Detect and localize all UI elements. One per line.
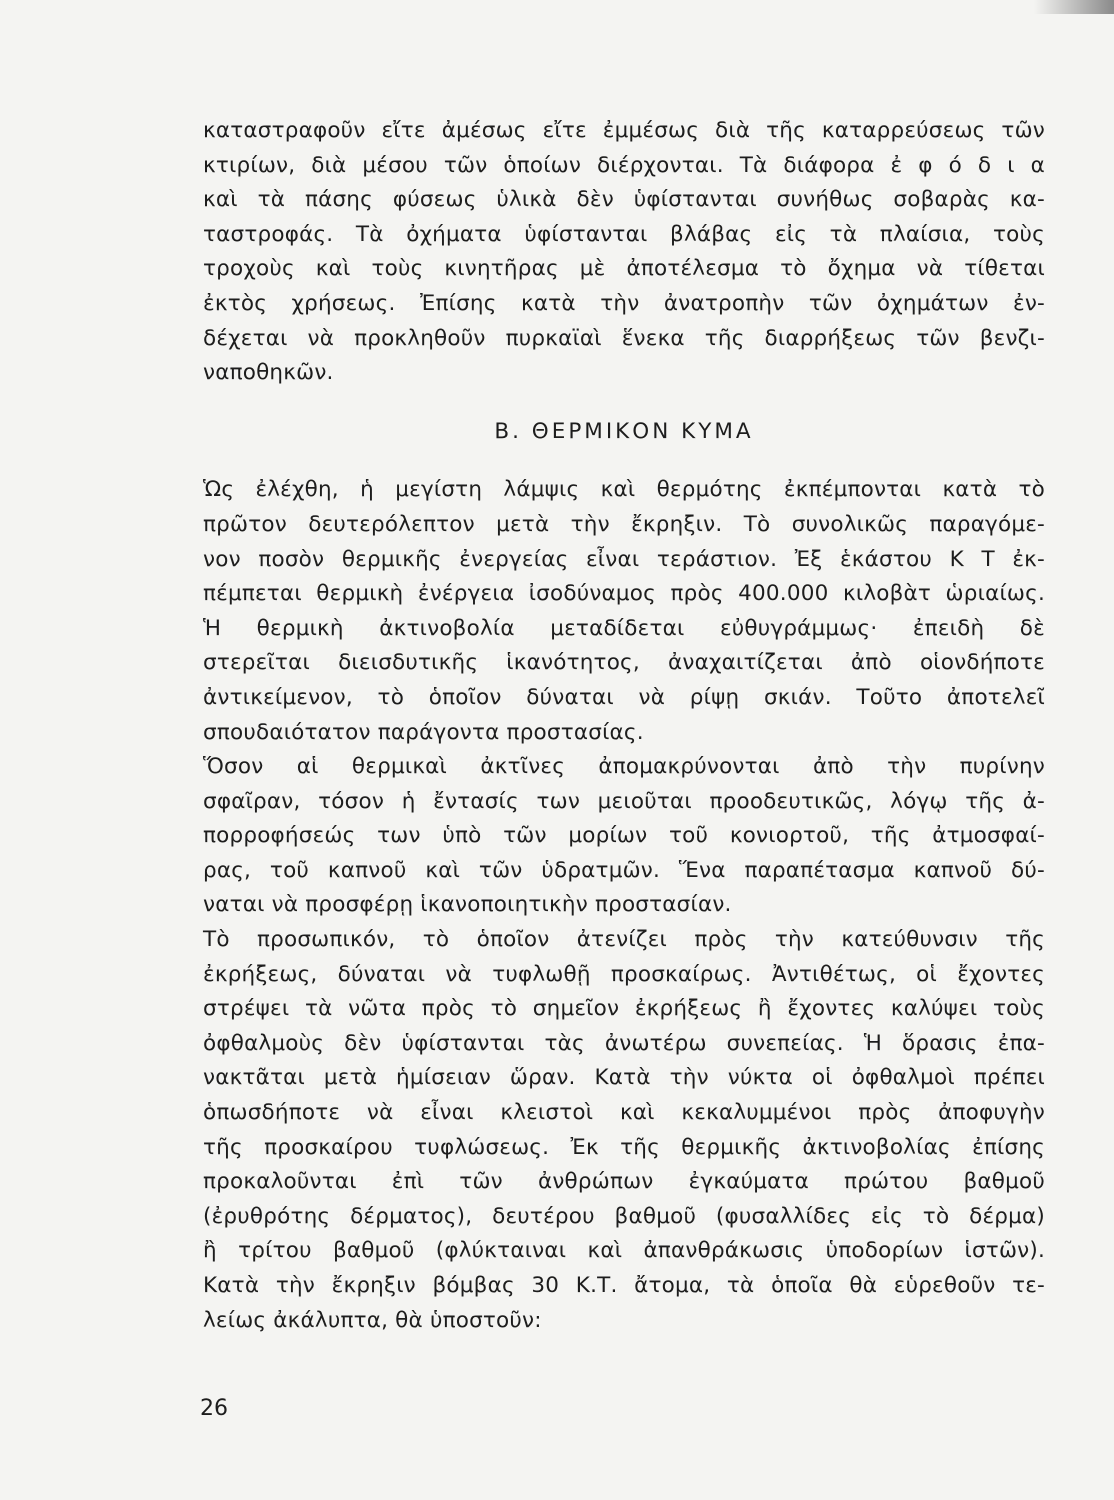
- text-line: νον ποσὸν θερμικῆς ἐνεργείας εἶναι τεράστιον. Ἐξ ἑκάστου Κ Τ ἐκ-: [203, 546, 1045, 572]
- text-line: λείως ἀκάλυπτα, θὰ ὑποστοῦν:: [203, 1307, 542, 1333]
- text-line: στρέψει τὰ νῶτα πρὸς τὸ σημεῖον ἐκρήξεως ἢ ἔχοντες καλύψει τοὺς: [203, 996, 1045, 1022]
- text-line: ὁπωσδήποτε νὰ εἶναι κλειστοὶ καὶ κεκαλυμμένοι πρὸς ἀποφυγὴν: [203, 1100, 1045, 1126]
- text-line: καταστραφοῦν εἴτε ἀμέσως εἴτε ἐμμέσως διὰ τῆς καταρρεύσεως τῶν: [203, 118, 1045, 143]
- paragraph-2: [203, 473, 1045, 611]
- text-line: ρας, τοῦ καπνοῦ καὶ τῶν ὑδρατμῶν. Ἕνα παραπέτασμα καπνοῦ δύ-: [203, 857, 1045, 883]
- text-line: καὶ τὰ πάσης φύσεως ὑλικὰ δὲν ὑφίστανται συνήθως σοβαρὰς κα-: [203, 187, 1045, 213]
- paragraph-1: [203, 114, 1045, 391]
- page-number: 26: [200, 1396, 228, 1421]
- text-line: Κατὰ τὴν ἔκρηξιν βόμβας 30 Κ.Τ. ἄτομα, τὰ ὁποῖα θὰ εὑρεθοῦν τε-: [203, 1273, 1045, 1298]
- page-body: [203, 114, 1045, 1338]
- scan-edge-shadow: [1034, 0, 1114, 14]
- text-line: ναποθηκῶν.: [203, 360, 334, 386]
- text-line: σπουδαιότατον παράγοντα προστασίας.: [203, 719, 644, 745]
- text-line: πρῶτον δευτερόλεπτον μετὰ τὴν ἔκρηξιν. Τὸ συνολικῶς παραγόμε-: [203, 511, 1045, 537]
- paragraph-3: [203, 612, 1045, 750]
- text-line: τῆς προσκαίρου τυφλώσεως. Ἐκ τῆς θερμικῆς ἀκτινοβολίας ἐπίσης: [203, 1134, 1045, 1160]
- text-line: ἢ τρίτου βαθμοῦ (φλύκταιναι καὶ ἀπανθράκωσις ὑποδορίων ἱστῶν).: [203, 1238, 1045, 1264]
- text-line: ἐκτὸς χρήσεως. Ἐπίσης κατὰ τὴν ἀνατροπὴν τῶν ὀχημάτων ἐν-: [203, 290, 1045, 316]
- paragraph-4: [203, 750, 1045, 923]
- text-line: ταστροφάς. Τὰ ὀχήματα ὑφίστανται βλάβας εἰς τὰ πλαίσια, τοὺς: [203, 221, 1045, 247]
- text-line: Ὡς ἐλέχθη, ἡ μεγίστη λάμψις καὶ θερμότης ἐκπέμπονται κατὰ τὸ: [203, 477, 1045, 503]
- text-line: πέμπεται θερμικὴ ἐνέργεια ἰσοδύναμος πρὸς 400.000 κιλοβὰτ ὡριαίως.: [203, 581, 1045, 607]
- text-line: σφαῖραν, τόσον ἡ ἔντασίς των μειοῦται προοδευτικῶς, λόγῳ τῆς ἀ-: [203, 788, 1045, 814]
- text-line: ὀφθαλμοὺς δὲν ὑφίστανται τὰς ἀνωτέρω συνεπείας. Ἡ ὅρασις ἐπα-: [203, 1030, 1045, 1056]
- text-line: τροχοὺς καὶ τοὺς κινητῆρας μὲ ἀποτέλεσμα τὸ ὄχημα νὰ τίθεται: [203, 256, 1045, 282]
- paragraph-5: [203, 923, 1045, 1338]
- text-line: προκαλοῦνται ἐπὶ τῶν ἀνθρώπων ἐγκαύματα πρώτου βαθμοῦ: [203, 1169, 1045, 1195]
- text-line: στερεῖται διεισδυτικῆς ἱκανότητος, ἀναχαιτίζεται ἀπὸ οἱονδήποτε: [203, 650, 1045, 676]
- text-line: Τὸ προσωπικόν, τὸ ὁποῖον ἀτενίζει πρὸς τὴν κατεύθυνσιν τῆς: [203, 927, 1045, 953]
- section-heading: Β. ΘΕΡΜΙΚΟΝ ΚΥΜΑ: [494, 418, 754, 444]
- text-line: πορροφήσεώς των ὑπὸ τῶν μορίων τοῦ κονιορτοῦ, τῆς ἀτμοσφαί-: [203, 823, 1045, 849]
- text-line: κτιρίων, διὰ μέσου τῶν ὁποίων διέρχονται. Τὰ διάφορα ἐ φ ό δ ι α: [203, 152, 1045, 178]
- text-line: ἀντικείμενον, τὸ ὁποῖον δύναται νὰ ρίψῃ σκιάν. Τοῦτο ἀποτελεῖ: [203, 684, 1045, 710]
- text-line: δέχεται νὰ προκληθοῦν πυρκαϊαὶ ἕνεκα τῆς διαρρήξεως τῶν βενζι-: [203, 325, 1045, 351]
- text-line: (ἐρυθρότης δέρματος), δευτέρου βαθμοῦ (φυσαλλίδες εἰς τὸ δέρμα): [203, 1203, 1045, 1229]
- text-line: Ὅσον αἱ θερμικαὶ ἀκτῖνες ἀπομακρύνονται ἀπὸ τὴν πυρίνην: [203, 754, 1045, 780]
- text-line: ἐκρήξεως, δύναται νὰ τυφλωθῇ προσκαίρως. Ἀντιθέτως, οἱ ἔχοντες: [203, 961, 1045, 987]
- text-line: ναται νὰ προσφέρῃ ἱκανοποιητικὴν προστασίαν.: [203, 892, 732, 918]
- text-line: νακτᾶται μετὰ ἡμίσειαν ὥραν. Κατὰ τὴν νύκτα οἱ ὀφθαλμοὶ πρέπει: [203, 1065, 1045, 1091]
- text-line: Ἡ θερμικὴ ἀκτινοβολία μεταδίδεται εὐθυγράμμως· ἐπειδὴ δὲ: [203, 615, 1045, 641]
